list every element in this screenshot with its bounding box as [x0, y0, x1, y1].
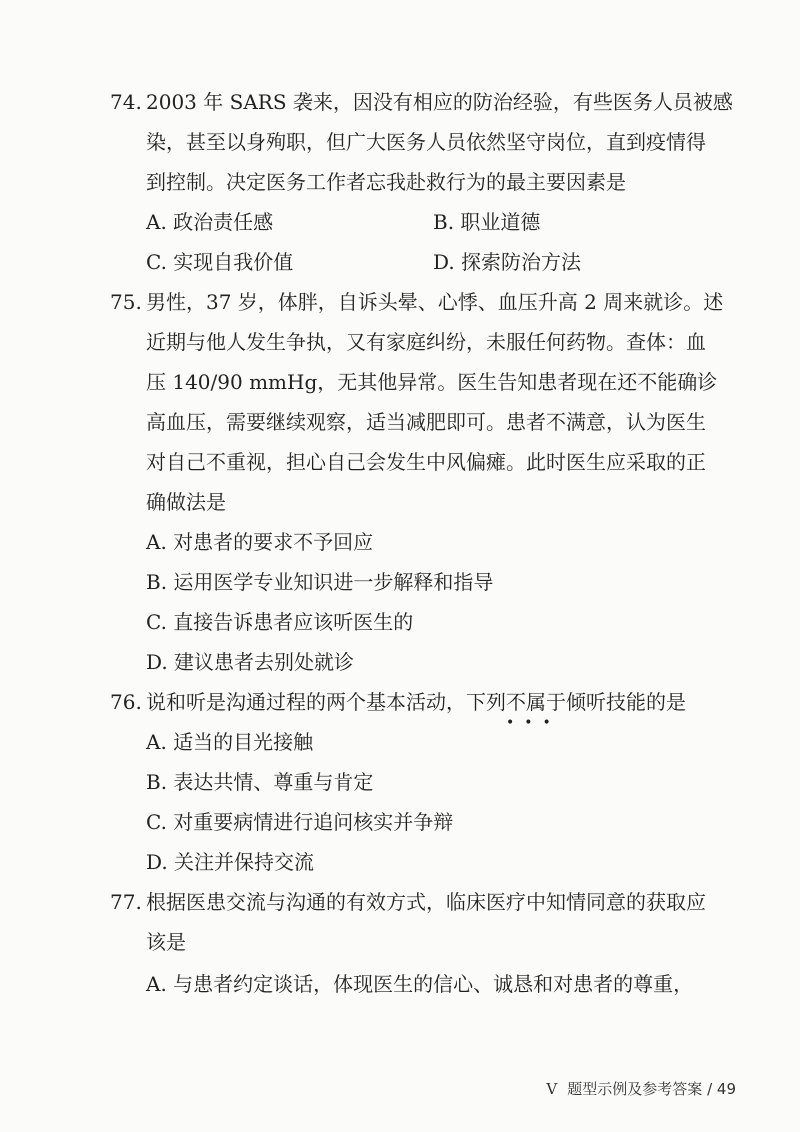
question-text-line: 男性，37 岁，体胖，自诉头晕、心悸、血压升高 2 周来就诊。述 [146, 290, 724, 314]
question-text: 说和听是沟通过程的两个基本活动，下列 [146, 690, 506, 714]
question-text-line: 染，甚至以身殉职，但广大医务人员依然坚守岗位，直到疫情得 [146, 130, 706, 154]
question-77 [110, 882, 720, 962]
question-text-line: 到控制。决定医务工作者忘我赴救行为的最主要因素是 [146, 170, 626, 194]
question-75 [110, 282, 724, 522]
question-text-line: 2003 年 SARS 袭来，因没有相应的防治经验，有些医务人员被感 [146, 90, 733, 114]
page-footer [546, 1078, 736, 1099]
option-b: B. 表达共情、尊重与肯定 [146, 770, 374, 794]
question-text-line: 高血压，需要继续观察，适当减肥即可。患者不满意，认为医生 [146, 410, 706, 434]
option-d: D. 探索防治方法 [433, 250, 582, 274]
option-c: C. 直接告诉患者应该听医生的 [146, 610, 414, 634]
option-d: D. 建议患者去别处就诊 [146, 650, 355, 674]
question-text-line: 该是 [146, 930, 186, 954]
option-a: A. 对患者的要求不予回应 [146, 530, 374, 554]
footer-title: 题型示例及参考答案 [567, 1080, 703, 1098]
option-b: B. 职业道德 [433, 210, 541, 234]
option-a: A. 政治责任感 [146, 210, 274, 234]
question-text: 倾听技能的是 [566, 690, 686, 714]
question-text-line: 对自己不重视，担心自己会发生中风偏瘫。此时医生应采取的正 [146, 450, 706, 474]
question-text-line: 近期与他人发生争执，又有家庭纠纷，未服任何药物。查体：血 [146, 330, 706, 354]
question-text-line: 压 140/90 mmHg，无其他异常。医生告知患者现在还不能确诊 [146, 370, 718, 394]
question-number: 76. [110, 690, 142, 714]
footer-separator: / [707, 1080, 713, 1098]
option-d: D. 关注并保持交流 [146, 850, 315, 874]
option-b: B. 运用医学专业知识进一步解释和指导 [146, 570, 494, 594]
option-a: A. 与患者约定谈话，体现医生的信心、诚恳和对患者的尊重， [146, 972, 694, 996]
emphasis-dots-icon: ••• [506, 715, 561, 731]
page-number: 49 [716, 1080, 736, 1098]
question-76 [110, 682, 720, 731]
question-text-line: 确做法是 [146, 490, 226, 514]
option-a: A. 适当的目光接触 [146, 730, 314, 754]
question-number: 75. [110, 290, 142, 314]
question-number: 77. [110, 890, 142, 914]
question-text-line: 根据医患交流与沟通的有效方式，临床医疗中知情同意的获取应 [146, 890, 706, 914]
question-number: 74. [110, 90, 142, 114]
section-number: V [546, 1080, 558, 1098]
option-c: C. 对重要病情进行追问核实并争辩 [146, 810, 454, 834]
option-c: C. 实现自我价值 [146, 250, 294, 274]
question-74 [110, 82, 733, 202]
emphasis-marked-text: 不属于 ••• [506, 690, 566, 731]
